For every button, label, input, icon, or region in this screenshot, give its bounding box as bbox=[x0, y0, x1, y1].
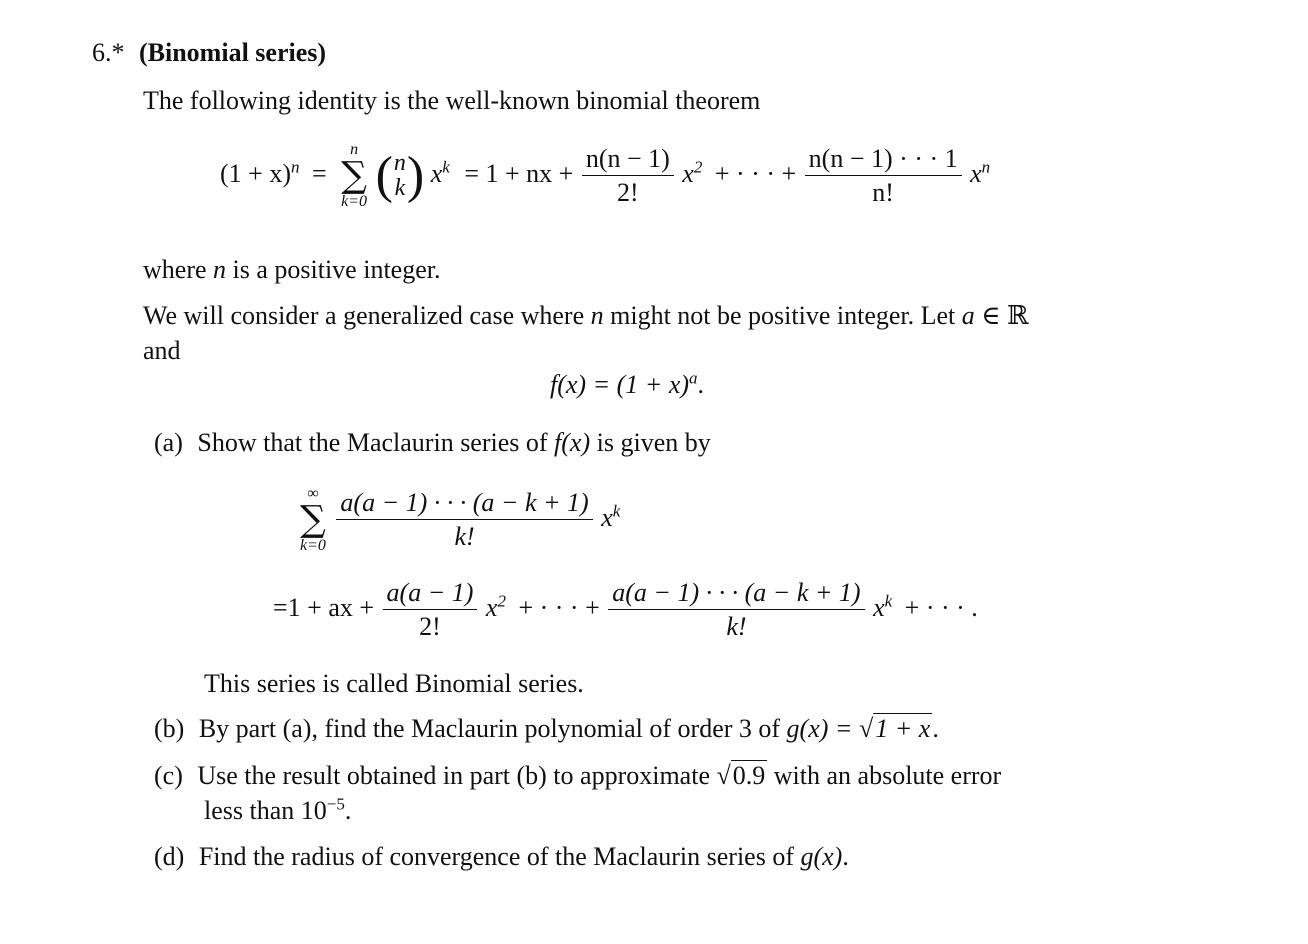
eq1-mid: = 1 + nx + bbox=[464, 158, 574, 188]
part-c-label: (c) bbox=[154, 761, 183, 790]
problem-header bbox=[92, 40, 326, 66]
and-text: and bbox=[143, 336, 181, 365]
part-d-label: (d) bbox=[154, 842, 185, 871]
part-c-line2: less than $10^{-5}$. bbox=[204, 794, 352, 825]
eq1-equals: = bbox=[311, 158, 327, 188]
series-expansion-start: =1 + ax + bbox=[273, 592, 375, 622]
series-expansion-dots: + · · · + bbox=[518, 592, 600, 622]
intro-text: The following identity is the well-known binomial theorem bbox=[143, 86, 761, 115]
series-note: This series is called Binomial series. bbox=[204, 669, 584, 698]
eq1-binomial-coefficient: ( n k ) bbox=[375, 147, 425, 204]
binomial-theorem-equation bbox=[220, 142, 990, 210]
eq1-dots: + · · · + bbox=[714, 158, 797, 188]
series-expansion-fraction-1: $\frac{a(a - 1)}{2!}$ bbox=[385, 580, 476, 640]
sqrt-symbol: √1 + x bbox=[858, 714, 931, 743]
eq1-xk: $x^k$ bbox=[430, 157, 450, 188]
series-expansion-xk: $x^k$ bbox=[873, 591, 893, 622]
function-definition: $f(x) = (1 + x)^a$. bbox=[550, 368, 705, 399]
eq1-x2: $x^2$ bbox=[682, 157, 703, 188]
part-a-label: (a) bbox=[154, 428, 183, 457]
eq1-fraction-2: $\frac{n(n - 1) \cdot \cdot \cdot 1}{n!}$ bbox=[807, 146, 960, 206]
series-expansion-x2: $x^2$ bbox=[485, 591, 506, 622]
series-expansion-fraction-2: $\frac{a(a - 1) \cdot \cdot \cdot (a - k + 1)}{k!}$ bbox=[610, 580, 862, 640]
generalization-text: We will consider a generalized case where n might not be positive integer. Let a ∈ ℝ bbox=[143, 301, 1029, 330]
eq1-fraction-1: $\frac{n(n - 1)}{2!}$ bbox=[584, 146, 672, 206]
sqrt-symbol: √0.9 bbox=[716, 761, 766, 790]
series-expansion-end: + · · · . bbox=[904, 592, 978, 622]
eq1-sum: n ∑ k=0 bbox=[341, 141, 368, 210]
where-text: where n is a positive integer. bbox=[143, 255, 441, 284]
series-xk: $x^k$ bbox=[601, 501, 621, 532]
part-c: (c) Use the result obtained in part (b) to approximate √0.9 with an absolute error bbox=[154, 761, 1002, 790]
series-fraction: $\frac{a(a - 1) \cdot \cdot \cdot (a - k + 1)}{k!}$ bbox=[338, 490, 590, 550]
eq1-xn: $x^n$ bbox=[970, 157, 991, 188]
part-b: (b) By part (a), find the Maclaurin polynomial of order 3 of g(x) = √1 + x. bbox=[154, 714, 939, 743]
problem-title: (Binomial series) bbox=[139, 38, 327, 67]
part-b-label: (b) bbox=[154, 714, 185, 743]
series-expansion-line bbox=[273, 580, 978, 640]
eq1-lhs: $(1 + x)^n$ bbox=[220, 157, 300, 188]
series-sum-line bbox=[298, 486, 620, 554]
series-sum: ∞ ∑ k=0 bbox=[300, 485, 326, 554]
part-d: (d) Find the radius of convergence of the Maclaurin series of g(x). bbox=[154, 842, 849, 871]
problem-number: 6.* bbox=[92, 38, 125, 67]
part-a: (a) Show that the Maclaurin series of f(x) is given by bbox=[154, 428, 711, 457]
